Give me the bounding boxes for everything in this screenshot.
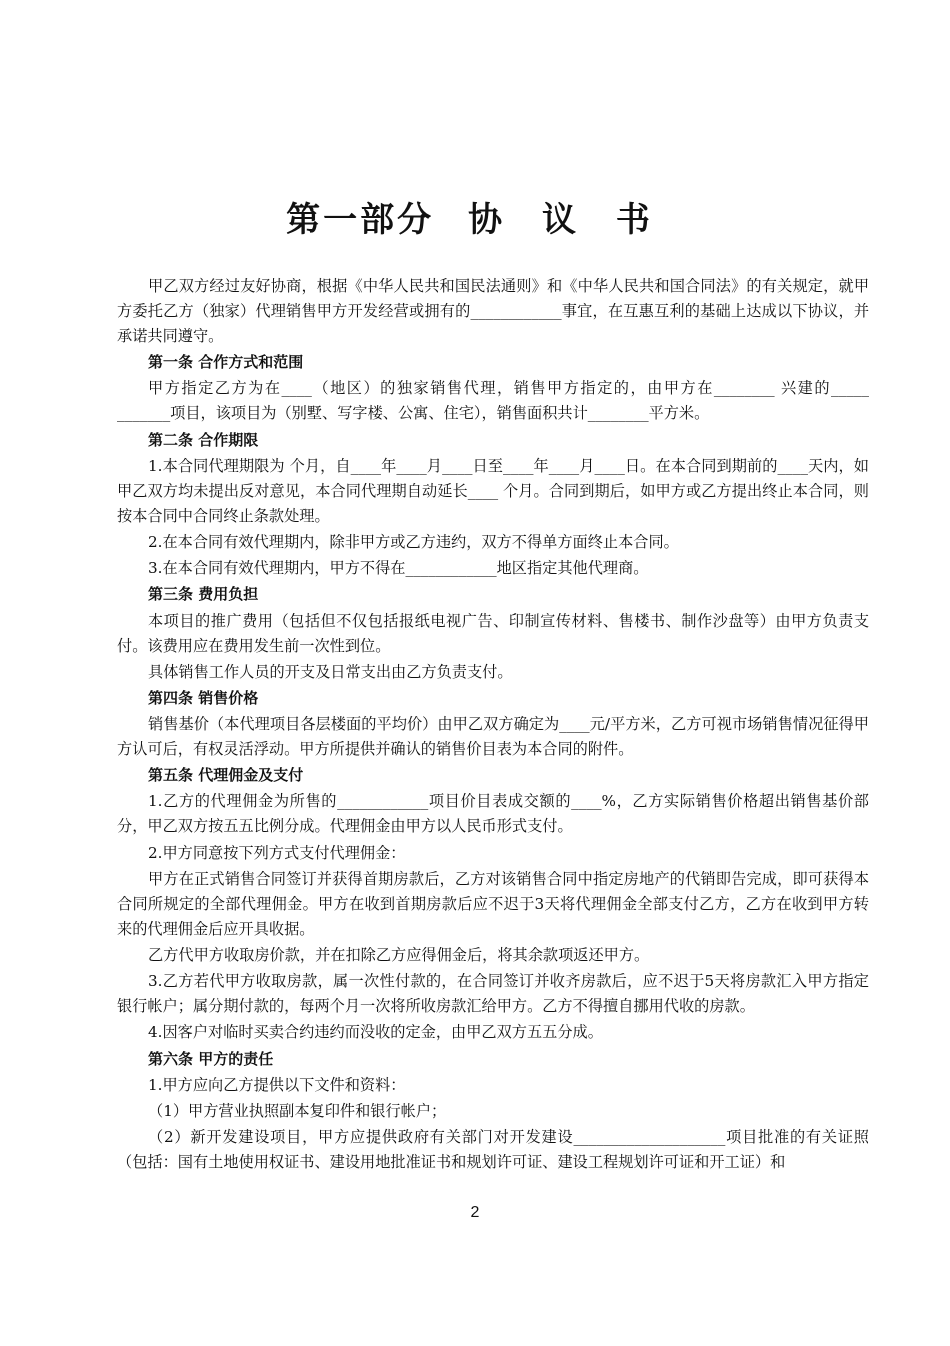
- paragraph: 乙方代甲方收取房价款，并在扣除乙方应得佣金后，将其余款项返还甲方。: [148, 946, 650, 964]
- paragraph: 1.甲方应向乙方提供以下文件和资料：: [148, 1075, 406, 1094]
- paragraph: 2.在本合同有效代理期内，除非甲方或乙方违约，双方不得单方面终止本合同。: [148, 532, 679, 551]
- paragraph: （2）新开发建设项目，甲方应提供政府有关部门对开发建设____________________项目批准的有关证照（包括：国有土地使用权证书、建设用地批准证书和规划许可证、建设工程规划许可证和开工证）和: [117, 1128, 869, 1172]
- paragraph: 1.乙方的代理佣金为所售的____________项目价目表成交额的____%，乙方实际销售价格超出销售基价部分，甲乙双方按五五比例分成。代理佣金由甲方以人民币形式支付。: [117, 792, 869, 836]
- paragraph: 3.在本合同有效代理期内，甲方不得在____________地区指定其他代理商。: [148, 559, 649, 578]
- section-heading: 第四条 销售价格: [148, 688, 259, 707]
- paragraph: 本项目的推广费用（包括但不仅包括报纸电视广告、印制宣传材料、售楼书、制作沙盘等）由甲方负责支付。该费用应在费用发生前一次性到位。: [117, 611, 869, 655]
- paragraph: 甲方在正式销售合同签订并获得首期房款后，乙方对该销售合同中指定房地产的代销即告完成，即可获得本合同所规定的全部代理佣金。甲方在收到首期房款后应不迟于3天将代理佣金全部支付乙方，乙方在收到甲方转来的代理佣金后应开具收据。: [117, 869, 869, 938]
- document-body: [117, 274, 869, 1176]
- section-heading: 第六条 甲方的责任: [148, 1049, 274, 1068]
- paragraph: 2.甲方同意按下列方式支付代理佣金：: [148, 843, 406, 862]
- page-number: 2: [470, 1204, 480, 1221]
- title-sub: 协 议 书: [468, 200, 664, 240]
- paragraph: 3.乙方若代甲方收取房款，属一次性付款的，在合同签订并收齐房款后，应不迟于5天将房款汇入甲方指定银行帐户；属分期付款的，每两个月一次将所收房款汇给甲方。乙方不得擅自挪用代收的房款。: [117, 972, 869, 1016]
- paragraph: 甲方指定乙方为在____（地区）的独家销售代理，销售甲方指定的，由甲方在________ 兴建的_____ _______项目，该项目为（别墅、写字楼、公寓、住宅），销售面积共计________平方米。: [117, 379, 869, 423]
- section-heading: 第五条 代理佣金及支付: [148, 766, 304, 785]
- title-main: 第一部分: [286, 200, 435, 240]
- section-heading: 第一条 合作方式和范围: [148, 353, 304, 372]
- page-title: [0, 192, 950, 241]
- paragraph: （1）甲方营业执照副本复印件和银行帐户；: [148, 1101, 447, 1120]
- paragraph: 销售基价（本代理项目各层楼面的平均价）由甲乙双方确定为____元/平方米，乙方可视市场销售情况征得甲方认可后，有权灵活浮动。甲方所提供并确认的销售价目表为本合同的附件。: [117, 715, 869, 759]
- paragraph: 1.本合同代理期限为 个月，自____年____月____日至____年____月____日。在本合同到期前的____天内，如甲乙双方均未提出反对意见，本合同代理期自动延长____ 个月。合同到期后，如甲方或乙方提出终止本合同，则按本合同中合同终止条款处理。: [117, 456, 869, 525]
- paragraph: 具体销售工作人员的开支及日常支出由乙方负责支付。: [148, 662, 513, 681]
- section-heading: 第三条 费用负担: [148, 585, 259, 604]
- paragraph: 4.因客户对临时买卖合约违约而没收的定金，由甲乙双方五五分成。: [148, 1023, 603, 1042]
- paragraph: 甲乙双方经过友好协商，根据《中华人民共和国民法通则》和《中华人民共和国合同法》的有关规定，就甲方委托乙方（独家）代理销售甲方开发经营或拥有的____________事宜，在互惠互利的基础上达成以下协议，并承诺共同遵守。: [117, 277, 869, 345]
- section-heading: 第二条 合作期限: [148, 430, 259, 449]
